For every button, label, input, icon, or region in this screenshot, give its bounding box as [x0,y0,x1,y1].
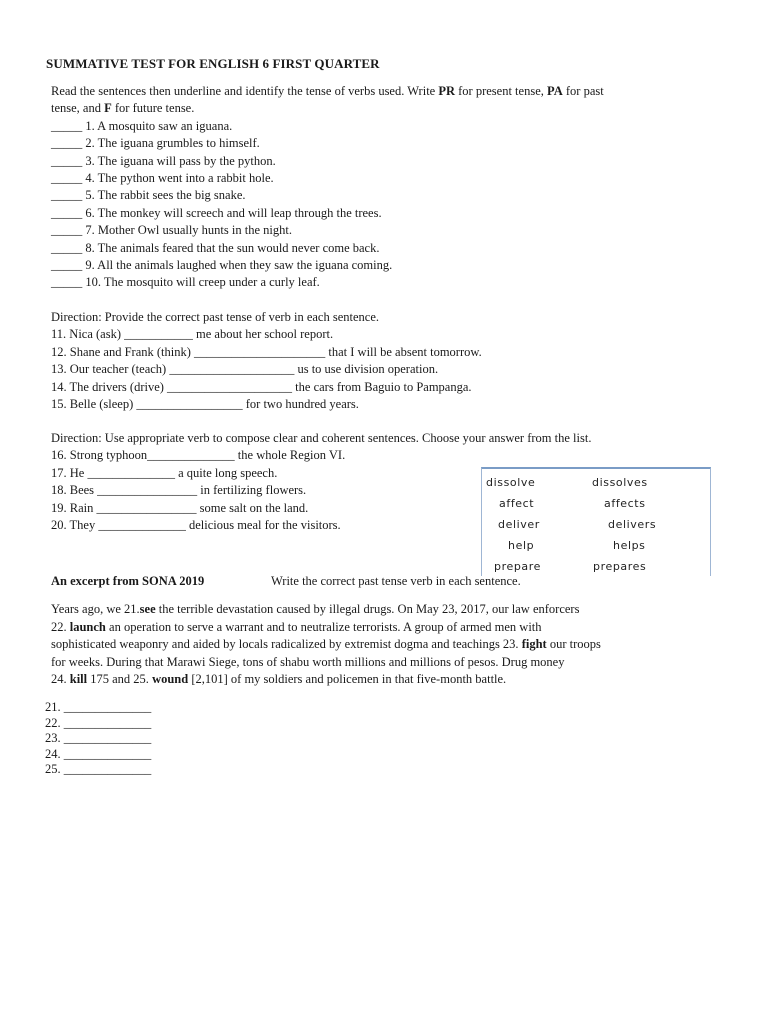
answer-23: 23. ______________ [45,731,152,746]
excerpt-paragraph [51,601,731,689]
choice-delivers: delivers [608,518,657,531]
excerpt-line-2: 22. launch an operation to serve a warrant and to neutralize terrorists. A group of armed men with [51,619,542,634]
page-title: SUMMATIVE TEST FOR ENGLISH 6 FIRST QUARTER [46,56,380,71]
part2-direction: Direction: Provide the correct past tense of verb in each sentence. [51,310,379,324]
part3-direction: Direction: Use appropriate verb to compose clear and coherent sentences. Choose your answer from the list. [51,431,592,445]
pr-label: PR [438,84,456,98]
question-14: 14. The drivers (drive) ____________________ the cars from Baguio to Pampanga. [51,379,472,394]
question-20: 20. They ______________ delicious meal for the visitors. [51,517,341,532]
verb-choice-box [481,467,711,576]
part1-instructions-line1: Read the sentences then underline and identify the tense of verbs used. Write PR for present tense, PA for past [51,84,604,98]
verb-see: see [139,602,156,616]
question-6: _____ 6. The monkey will screech and will leap through the trees. [51,205,382,220]
part1-section [51,83,604,292]
answer-24: 24. ______________ [45,746,152,761]
question-3: _____ 3. The iguana will pass by the python. [51,153,276,168]
question-7: _____ 7. Mother Owl usually hunts in the night. [51,223,292,238]
question-10: _____ 10. The mosquito will creep under a curly leaf. [51,275,320,290]
choice-prepare: prepare [494,560,542,573]
answer-lines [45,700,151,778]
part1-instructions-line2: tense, and F for future tense. [51,101,195,116]
question-15: 15. Belle (sleep) _________________ for two hundred years. [51,396,359,411]
question-16: 16. Strong typhoon______________ the whole Region VI. [51,448,346,463]
answer-22: 22. ______________ [45,715,152,730]
pa-label: PA [547,84,563,98]
question-8: _____ 8. The animals feared that the sun would never come back. [51,240,380,255]
verb-launch: launch [69,619,106,634]
excerpt-line-3: sophisticated weaponry and aided by locals radicalized by extremist dogma and teachings 23. fight our troops [51,637,601,652]
question-12: 12. Shane and Frank (think) _____________________ that I will be absent tomorrow. [51,344,482,359]
question-13: 13. Our teacher (teach) ____________________ us to use division operation. [51,362,439,377]
question-2: _____ 2. The iguana grumbles to himself. [51,136,260,151]
question-18: 18. Bees ________________ in fertilizing flowers. [51,483,307,498]
choice-prepares: prepares [593,560,647,573]
excerpt-heading: An excerpt from SONA 2019 [51,574,205,588]
excerpt-instruction: Write the correct past tense verb in each sentence. [271,574,521,588]
excerpt-line-5: 24. kill 175 and 25. wound [2,101] of my soldiers and policemen in that five-month battle. [51,672,507,687]
question-5: _____ 5. The rabbit sees the big snake. [51,188,246,203]
answer-21: 21. ______________ [45,700,152,714]
verb-fight: fight [521,637,547,652]
choice-dissolves: dissolves [592,476,648,489]
excerpt-line-4: for weeks. During that Marawi Siege, tons of shabu worth millions and millions of pesos. Drug money [51,654,565,669]
choice-deliver: deliver [498,518,540,531]
choice-affect: affect [499,497,535,510]
excerpt-line-1: Years ago, we 21.see the terrible devastation caused by illegal drugs. On May 23, 2017, our law enforcers [51,602,580,616]
verb-wound: wound [152,672,189,687]
question-4: _____ 4. The python went into a rabbit hole. [51,170,274,185]
choice-helps: helps [613,539,646,552]
f-label: F [104,101,112,116]
choice-dissolve: dissolve [486,476,536,489]
question-1: _____ 1. A mosquito saw an iguana. [51,118,233,133]
part2-section [51,309,482,413]
answer-25: 25. ______________ [45,762,152,777]
question-11: 11. Nica (ask) ___________ me about her school report. [51,327,334,342]
question-17: 17. He ______________ a quite long speech. [51,465,278,480]
verb-kill: kill [69,672,88,687]
choice-help: help [508,539,535,552]
question-19: 19. Rain ________________ some salt on the land. [51,500,309,515]
question-9: _____ 9. All the animals laughed when they saw the iguana coming. [51,257,393,272]
choice-affects: affects [604,497,646,510]
